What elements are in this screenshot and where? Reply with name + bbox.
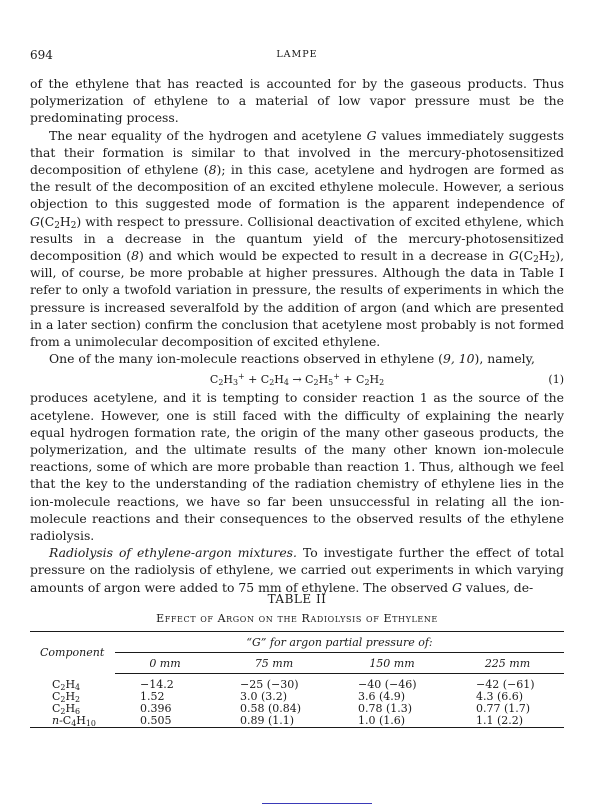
text-run: values immediately suggests that their formation is similar to that involved in the mercury-photosensitized decomposition of ethylene ( xyxy=(30,127,564,178)
column-header: 0 mm xyxy=(115,653,215,674)
text-run: To investigate further the effect of total pressure on the radiolysis of ethylene, we carried out experiments in which varying amounts of argon were added to 75 mm of ethylene. The observed xyxy=(30,545,564,595)
table-row xyxy=(30,674,564,692)
text-run: (C xyxy=(39,213,55,229)
paragraph-acetylene-source xyxy=(30,389,564,544)
value-cell: 3.0 (3.2) xyxy=(240,690,288,703)
text-run: 2 xyxy=(54,220,60,231)
text-run: G xyxy=(30,213,40,229)
text-run: 8 xyxy=(208,162,217,178)
value-cell: 0.78 (1.3) xyxy=(358,702,413,715)
text-run: 2 xyxy=(533,255,539,266)
text-run: G xyxy=(508,248,519,264)
text-run: 10 xyxy=(85,718,96,728)
text-run: 2 xyxy=(60,694,66,704)
column-header: 225 mm xyxy=(451,653,564,674)
component-cell xyxy=(30,715,115,727)
text-run: 6 xyxy=(75,706,81,716)
value-cell: 0.89 (1.1) xyxy=(240,714,295,727)
text-run: H xyxy=(65,690,76,703)
text-run: 8 xyxy=(131,248,140,264)
text-run: 3 xyxy=(232,378,238,388)
text-run: 2 xyxy=(549,255,556,266)
value-cell: 1.0 (1.6) xyxy=(358,714,406,727)
table-2 xyxy=(30,592,564,728)
value-cell: 1.1 (2.2) xyxy=(476,714,524,727)
text-run: + xyxy=(237,372,245,382)
text-run: n xyxy=(52,714,60,727)
text-run: 2 xyxy=(60,706,66,716)
component-cell xyxy=(30,703,115,715)
text-run: + C xyxy=(339,373,365,387)
text-run: C xyxy=(52,677,61,691)
text-run: 4 xyxy=(75,682,81,692)
value-cell: 4.3 (6.6) xyxy=(476,690,524,703)
argon-pressure-header: “G” for argon partial pressure of: xyxy=(115,632,564,653)
text-run: + xyxy=(333,372,340,382)
value-cell: −14.2 xyxy=(140,678,174,691)
text-run: (C xyxy=(518,248,534,264)
text-run: H xyxy=(65,702,76,715)
text-run: H xyxy=(318,373,329,387)
text-run: H xyxy=(59,213,71,229)
page-number: 694 xyxy=(30,48,53,62)
equation-number: (1) xyxy=(548,373,564,387)
text-run: values, de- xyxy=(461,579,534,595)
text-run: G xyxy=(366,127,377,143)
equation-formula xyxy=(30,371,564,388)
text-run: H xyxy=(369,373,380,387)
column-header: 75 mm xyxy=(215,653,333,674)
text-run: ) and which would be expected to result in a decrease in xyxy=(139,248,509,264)
component-header: Component xyxy=(40,646,105,660)
value-cell: 0.58 (0.84) xyxy=(240,702,302,715)
text-run: H xyxy=(274,373,284,387)
text-run: 2 xyxy=(60,682,66,692)
text-run: One of the many ion-molecule reactions observed in ethylene ( xyxy=(49,351,443,367)
text-run: of the ethylene that has reacted is accounted for by the gaseous products. Thus polymerization of ethylene to a material of low vapor pressure must be the predominating process. xyxy=(30,76,564,126)
value-cell: 0.505 xyxy=(140,714,172,727)
text-run: 4 xyxy=(71,718,77,728)
column-header: 150 mm xyxy=(333,653,451,674)
table-body xyxy=(30,674,564,728)
paragraph-argon-mixtures xyxy=(30,544,564,596)
text-run: C xyxy=(209,373,219,387)
data-table xyxy=(30,632,564,727)
footer-link-line xyxy=(262,803,372,804)
text-run: produces acetylene, and it is tempting to consider reaction 1 as the source of the acetylene. However, one is still faced with the difficulty of explaining the nearly equal hydrogen formation rate, the origin of the many other gaseous products, the polymerization, and the ultimate results of the many other known ion-molecule reactions, some of which are more probable than reaction 1. Thus, although we feel that the key to the understanding of the radiation chemistry of ethylene lies in the ion-molecule reactions, we have so far been unsuccessful in relating all the ion-molecule reactions and their consequences to the observed results of the ethylene radiolysis. xyxy=(30,390,564,544)
table-bottom-rule xyxy=(30,727,564,728)
paragraph-continuation xyxy=(30,75,564,127)
text-run: Radiolysis of ethylene-argon mixtures. xyxy=(49,545,297,561)
value-cell: 3.6 (4.9) xyxy=(358,690,406,703)
text-run: H xyxy=(538,248,550,264)
page-header xyxy=(30,48,564,64)
paragraph-ion-molecule-intro xyxy=(30,350,564,367)
value-cell: −25 (−30) xyxy=(240,678,299,691)
text-run: 4 xyxy=(283,378,289,388)
body-text xyxy=(30,75,564,596)
value-cell: 0.396 xyxy=(140,702,172,715)
text-run: → C xyxy=(288,373,314,387)
text-run: G xyxy=(452,579,462,595)
text-run: 2 xyxy=(269,378,275,388)
component-cell xyxy=(30,674,115,692)
text-run: + C xyxy=(244,373,270,387)
text-run: C xyxy=(52,690,61,703)
equation-1 xyxy=(30,368,564,388)
table-row xyxy=(30,715,564,727)
value-cell: −42 (−61) xyxy=(476,678,535,691)
table-label: TABLE II xyxy=(267,592,327,606)
text-run: ), will, of course, be more probable at higher pressures. Although the data in Table I refer to only a twofold variation in pressure, the results of experiments in which the pressure is increased severalfold by the addition of argon (and which are presented in a later section) confirm the conclusion that acetylene most probably is not formed from a unimolecular decomposition of excited ethylene. xyxy=(30,248,565,350)
text-run: ) with respect to pressure. Collisional deactivation of excited ethylene, which results in a decrease in the quantum yield of the mercury-photosensitized decomposition ( xyxy=(30,213,564,264)
text-run: 2 xyxy=(75,694,81,704)
text-run: 5 xyxy=(328,378,334,388)
text-run: The near equality of the hydrogen and acetylene xyxy=(49,127,367,143)
running-head: LAMPE xyxy=(276,49,318,60)
text-run: C xyxy=(52,702,61,715)
text-run: 2 xyxy=(313,378,319,388)
text-run: H xyxy=(65,677,76,691)
text-run: H xyxy=(223,373,233,387)
paragraph-hydrogen-acetylene xyxy=(30,127,564,351)
value-cell: 1.52 xyxy=(140,690,165,703)
table-caption: Effect of Argon on the Radiolysis of Ethylene xyxy=(156,612,438,625)
text-run: H xyxy=(76,714,86,727)
text-run: 2 xyxy=(70,220,77,231)
text-run: 2 xyxy=(218,378,224,388)
text-run: ), namely, xyxy=(474,351,535,367)
text-run: 2 xyxy=(364,378,370,388)
value-cell: −40 (−46) xyxy=(358,678,417,691)
text-run: 2 xyxy=(379,378,385,388)
value-cell: 0.77 (1.7) xyxy=(476,702,531,715)
text-run: -C xyxy=(59,714,72,727)
text-run: ); in this case, acetylene and hydrogen are formed as the result of the decomposition of an excited ethylene molecule. However, a serious objection to this suggested mode of formation is the apparent independence of xyxy=(30,162,565,212)
text-run: 9, 10 xyxy=(442,351,475,367)
